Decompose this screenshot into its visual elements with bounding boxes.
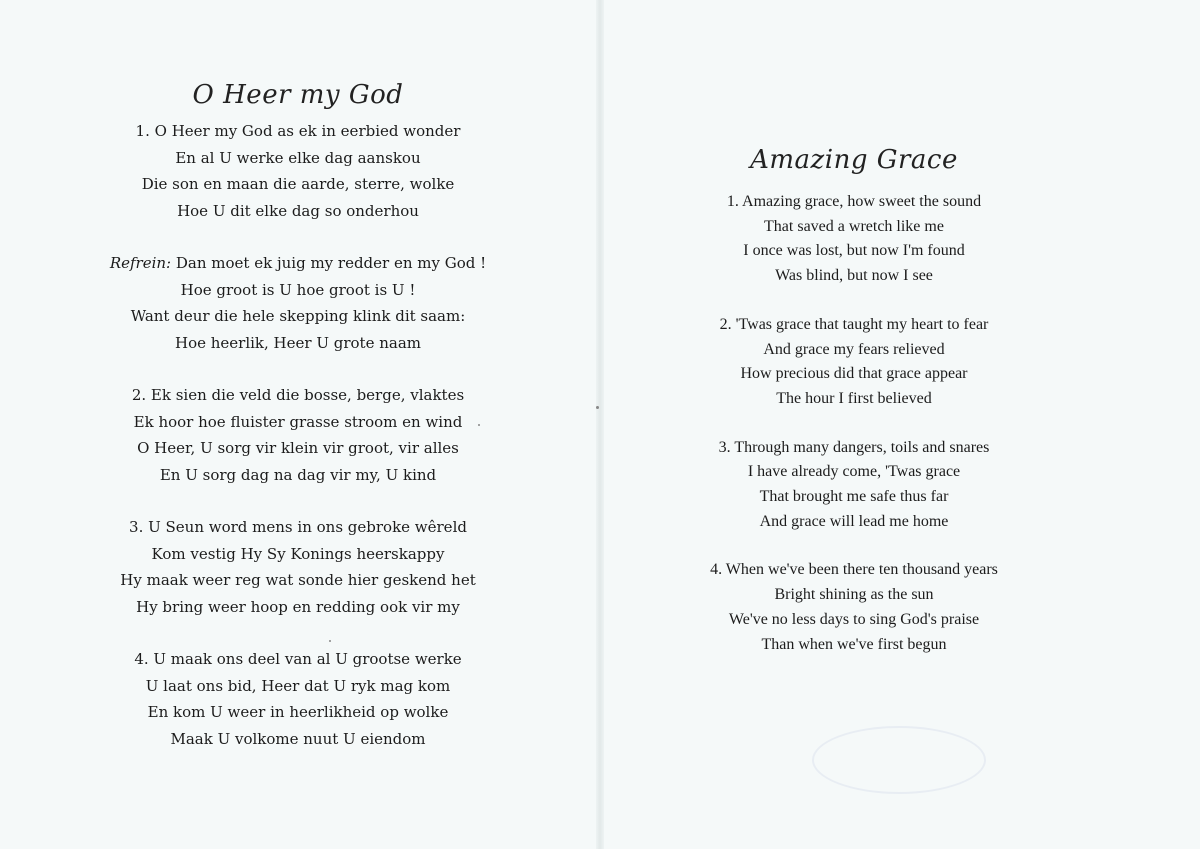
verse-line: Hoe groot is U hoe groot is U !	[180, 280, 416, 299]
verse-line: 4. U maak ons deel van al U grootse werke	[134, 650, 462, 668]
verse-3	[30, 514, 566, 620]
verse-line: That saved a wretch like me	[764, 217, 944, 235]
verse-line: 1. Amazing grace, how sweet the sound	[726, 193, 982, 210]
hymn-title: O Heer my God	[192, 80, 404, 110]
verse-3	[634, 436, 1074, 535]
verse-line: 3. Through many dangers, toils and snares	[718, 438, 990, 456]
verse-line: Hoe heerlik, Heer U grote naam	[175, 333, 421, 352]
verse-line: O Heer, U sorg vir klein vir groot, vir alles	[137, 439, 459, 457]
faint-stamp-watermark	[812, 726, 986, 794]
verse-line: 2. Ek sien die veld die bosse, berge, vlaktes	[131, 386, 465, 404]
verse-line: 4. When we've been there ten thousand years	[710, 561, 998, 579]
hymn-o-heer-my-god	[30, 76, 566, 752]
verse-line: The hour I first believed	[776, 389, 932, 407]
verse-line: And grace my fears relieved	[763, 340, 945, 358]
verse-line: 1. O Heer my God as ek in eerbied wonder	[135, 122, 461, 140]
paper-speck	[596, 406, 599, 409]
verse-line: En kom U weer in heerlikheid op wolke	[147, 703, 449, 721]
verse-line: En U sorg dag na dag vir my, U kind	[159, 465, 437, 484]
refrain-label: Refrein:	[109, 254, 172, 272]
verse-line: Hoe U dit elke dag so onderhou	[177, 201, 419, 220]
refrain-text: Dan moet ek juig my redder en my God !	[175, 254, 487, 272]
verse-line: Maak U volkome nuut U eiendom	[170, 729, 426, 748]
verse-line: Was blind, but now I see	[775, 267, 933, 285]
verse-1	[30, 118, 566, 224]
verse-line: Die son en maan die aarde, sterre, wolke	[141, 175, 455, 193]
verse-line: Kom vestig Hy Sy Konings heerskappy	[151, 544, 445, 563]
verse-line: We've no less days to sing God's praise	[728, 610, 980, 628]
verse-line: 3. U Seun word mens in ons gebroke wêreld	[129, 518, 467, 536]
hymn-title: Amazing Grace	[750, 145, 958, 175]
verse-line: 2. 'Twas grace that taught my heart to fear	[719, 315, 989, 333]
verse-2	[30, 382, 566, 488]
verse-line: I once was lost, but now I'm found	[743, 242, 965, 260]
page-fold	[596, 0, 604, 849]
verse-line: Hy maak weer reg wat sonde hier geskend het	[120, 571, 476, 589]
verse-line: Hy bring weer hoop en redding ook vir my	[136, 597, 460, 616]
verse-4	[634, 558, 1074, 657]
verse-line: U laat ons bid, Heer dat U ryk mag kom	[145, 676, 451, 695]
verse-line: How precious did that grace appear	[740, 365, 968, 383]
verse-line: And grace will lead me home	[759, 512, 949, 530]
verse-line: Ek hoor hoe fluister grasse stroom en wind	[133, 412, 463, 431]
verse-line: En al U werke elke dag aanskou	[175, 148, 421, 167]
verse-line: That brought me safe thus far	[759, 488, 949, 506]
verse-1	[634, 190, 1074, 289]
verse-line: Bright shining as the sun	[774, 586, 934, 604]
refrain-first-line	[30, 250, 566, 277]
verse-line: I have already come, 'Twas grace	[747, 463, 961, 481]
hymn-amazing-grace	[634, 140, 1074, 657]
verse-4	[30, 646, 566, 752]
verse-2	[634, 313, 1074, 412]
verse-line: Than when we've first begun	[761, 635, 947, 653]
verse-line: Want deur die hele skepping klink dit saam:	[130, 307, 466, 325]
refrain	[30, 250, 566, 356]
